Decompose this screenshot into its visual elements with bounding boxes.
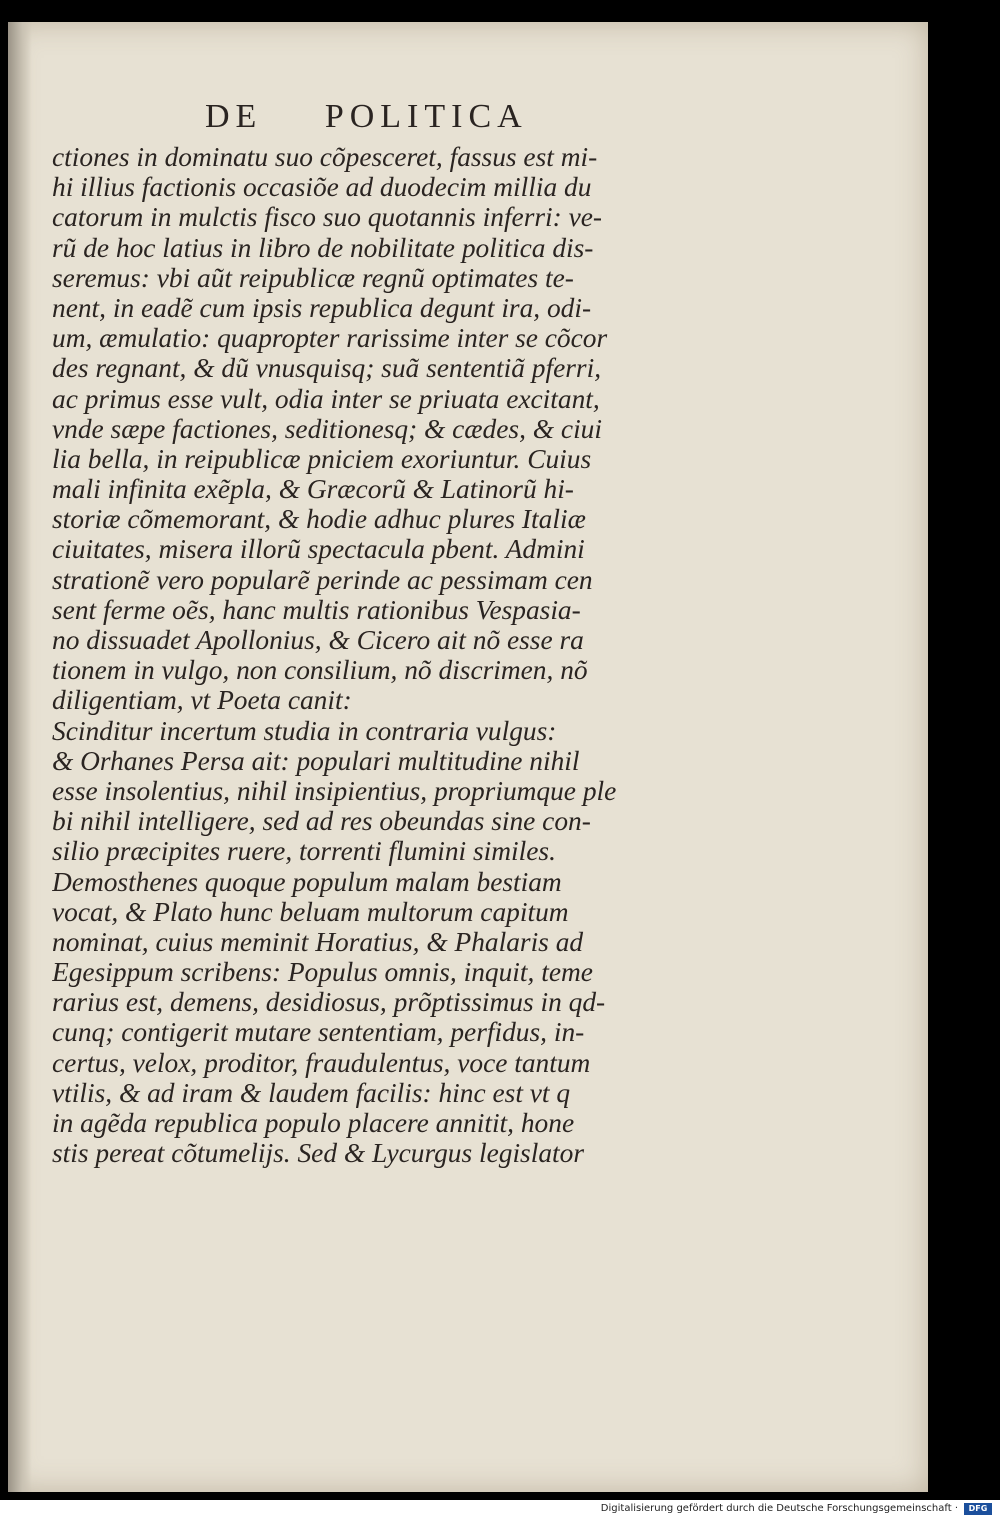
text-line: strationẽ vero popularẽ perinde ac pessimam cen <box>52 564 593 595</box>
text-line: in agẽda republica populo placere annitit, hone <box>52 1108 575 1138</box>
text-line: storiæ cõmemorant, & hodie adhuc plures Italiæ <box>52 504 586 535</box>
page-gutter-shadow <box>8 22 32 1492</box>
text-line: vtilis, & ad iram & laudem facilis: hinc est vt q <box>52 1077 571 1108</box>
running-header: DE POLITICA <box>205 98 528 135</box>
text-line: ciuitates, misera illorũ spectacula pbent. Admini <box>52 534 585 565</box>
text-line: lia bella, in reipublicæ pniciem exoriuntur. Cuius <box>52 443 592 474</box>
text-line: stis pereat cõtumelijs. Sed & Lycurgus legislator <box>52 1138 584 1169</box>
text-line: nominat, cuius meminit Horatius, & Phalaris ad <box>52 926 584 957</box>
text-line: ac primus esse vult, odia inter se priuata excitant, <box>52 383 600 414</box>
footer-credit: Digitalisierung gefördert durch die Deutsche Forschungsgemeinschaft · <box>600 1503 958 1514</box>
text-line: sent ferme oẽs, hanc multis rationibus Vespasia- <box>52 594 581 625</box>
text-line: seremus: vbi aũt reipublicæ regnũ optimates te- <box>52 262 574 293</box>
text-line: um, æmulatio: quapropter rarissime inter se cõcor <box>52 323 608 354</box>
text-line: rũ de hoc latius in libro de nobilitate politica dis- <box>52 232 594 263</box>
text-line: mali infinita exẽpla, & Græcorũ & Latinorũ hi- <box>52 474 574 505</box>
dfg-logo: DFG <box>964 1503 992 1515</box>
text-line: vnde sæpe factiones, seditionesq; & cædes, & ciui <box>52 413 602 444</box>
text-line: hi illius factionis occasiõe ad duodecim millia du <box>52 172 592 203</box>
text-line: certus, velox, proditor, fraudulentus, voce tantum <box>52 1047 591 1078</box>
text-line: nent, in eadẽ cum ipsis republica degunt ira, odi- <box>52 292 592 323</box>
text-line: des regnant, & dũ vnusquisq; suã sententiã pferri, <box>52 353 602 384</box>
text-line: no dissuadet Apollonius, & Cicero ait nõ esse ra <box>52 625 584 655</box>
text-line: esse insolentius, nihil insipientius, propriumque ple <box>52 775 617 806</box>
text-line: ctiones in dominatu suo cõpesceret, fassus est mi- <box>52 142 598 172</box>
body-text <box>52 142 702 1168</box>
text-line: silio præcipites ruere, torrenti flumini similes. <box>52 836 556 867</box>
text-line: cunq; contigerit mutare sententiam, perfidus, in- <box>52 1017 585 1048</box>
text-line: diligentiam, vt Poeta canit: <box>52 685 352 716</box>
text-line: Scinditur incertum studia in contraria vulgus: <box>52 715 557 746</box>
text-line: rarius est, demens, desidiosus, prõptissimus in qd- <box>52 987 606 1018</box>
footer-bar <box>0 1500 1000 1518</box>
text-line: catorum in mulctis fisco suo quotannis inferri: ve- <box>52 202 603 233</box>
text-line: Demosthenes quoque populum malam bestiam <box>52 866 562 897</box>
text-line: bi nihil intelligere, sed ad res obeundas sine con- <box>52 806 591 837</box>
text-line: & Orhanes Persa ait: populari multitudine nihil <box>52 745 580 776</box>
text-line: vocat, & Plato hunc beluam multorum capitum <box>52 896 569 927</box>
text-line: Egesippum scribens: Populus omnis, inquit, teme <box>52 957 593 988</box>
text-line: tionem in vulgo, non consilium, nõ discrimen, nõ <box>52 655 588 686</box>
